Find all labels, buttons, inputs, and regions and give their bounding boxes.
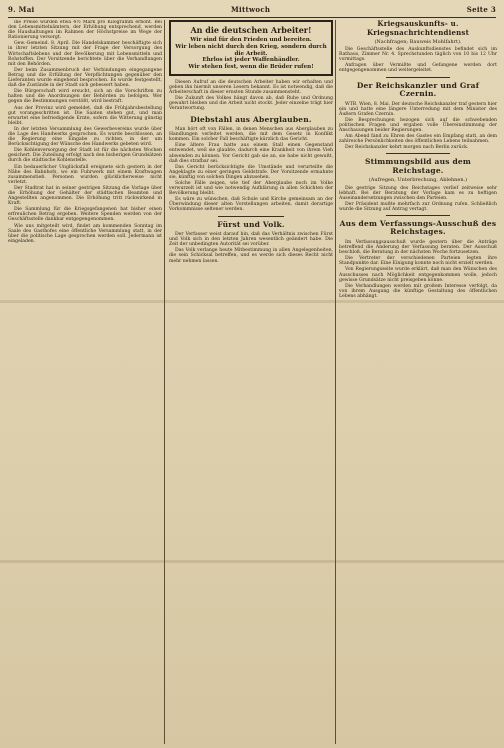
right-column (339, 20, 497, 744)
paragraph: Das Volk verlange heute Mitbestimmung in allen Angelegenheiten, die sein Schicksal betreffen, und es werde sich dieses Recht nicht mehr nehmen lassen. (169, 248, 333, 264)
paragraph: Ein bedauerlicher Unglücksfall ereignete sich gestern in der Nähe des Bahnhofs, wo ein Fuhrwerk mit einem Kraftwagen zusammenstieß. Personen wurden glücklicherweise nicht verletzt. (8, 164, 162, 185)
article-headline: Aus dem Verfassungs-Ausschuß des Reichstages. (339, 218, 497, 237)
section-rule (386, 153, 449, 154)
column-divider (164, 20, 165, 744)
column-divider (335, 20, 336, 744)
header-rule (8, 17, 496, 18)
paragraph: Der Stadtrat hat in seiner gestrigen Sitzung die Vorlage über die Erhöhung der Gehälter der städtischen Beamten und Angestellten angenommen. Die Erhöhung tritt rückwirkend in Kraft. (8, 185, 162, 207)
paragraph: Die Zukunft des Volkes hängt davon ab, daß Ruhe und Ordnung gewahrt bleiben und die Arbeit nicht stockt. Jeder einzelne trägt hier Verantwortung. (169, 96, 333, 112)
paragraph: Die Kohlenversorgung der Stadt ist für die nächsten Wochen gesichert. Die Zuteilung erfolgt nach den bisherigen Grundsätzen durch die städtische Kohlenstelle. (8, 148, 162, 164)
middle-column (169, 20, 333, 744)
paragraph: Am Abend fand zu Ehren des Gastes ein Empfang statt, an dem zahlreiche Persönlichkeiten des öffentlichen Lebens teilnahmen. (339, 134, 497, 145)
article-headline: Stimmungsbild aus dem Reichstage. (364, 157, 472, 175)
header-weekday: Mittwoch (230, 4, 271, 14)
proclamation-line: Wir sind für den Frieden und bereiten. (190, 37, 312, 43)
article-headline: Der Reichskanzler und Graf Czernin. (356, 80, 480, 99)
paragraph: Die gestrige Sitzung des Reichstages verlief zeitweise sehr lebhaft. Bei der Beratung der Vorlage kam es zu heftigen Auseinandersetzungen zwischen den Parteien. (339, 185, 497, 201)
paragraph: Solche Fälle zeigen, wie tief der Aberglaube noch im Volke verwurzelt ist und wie notwendig Aufklärung in allen Schichten der Bevölkerung bleibt. (169, 180, 333, 197)
article-subheadline: (Nachfragen; Bauweis Mohlfahrt). (374, 39, 462, 45)
left-column (8, 20, 162, 744)
paragraph: Die Besprechungen bezogen sich auf die schwebenden politischen Fragen und ergaben volle Übereinstimmung der Anschauungen beider Regierungen. (339, 117, 497, 134)
paragraph: Der beim Zusammenbruch der Verbindungen eingegangene Betrag und die Erfüllung der Verpflichtungen gegenüber den Lieferanten wurde eingehend besprochen. Es wurde festgestellt, daß die Zustände in der Stadt sich gebessert haben. (8, 67, 162, 89)
paragraph: WTB. Wien, 8. Mai. Der deutsche Reichskanzler traf gestern hier ein und hatte eine längere Unterredung mit dem Minister des Äußern Grafen Czernin. (339, 101, 497, 117)
paragraph: Anfragen über Vermißte und Gefangene werden dort entgegengenommen und weitergeleitet. (339, 63, 497, 74)
proclamation-title: An die deutschen Arbeiter! (190, 25, 312, 35)
paragraph: Die Sammlung für die Kriegsgefangenen hat bisher einen erfreulichen Betrag ergeben. Weitere Spenden werden von der Geschäftsstelle dankbar entgegengenommen. (8, 207, 162, 223)
paragraph: Die Verhandlungen werden mit großem Interesse verfolgt, da von ihrem Ausgang die künftige Gestaltung des öffentlichen Lebens abhängt. (339, 283, 497, 299)
paragraph: Im Verfassungsausschuß wurde gestern über die Anträge betreffend die Änderung der Verfassung beraten. Der Ausschuß beschloß, die Beratung in der nächsten Woche fortzusetzen. (339, 239, 497, 256)
paragraph: Der Reichskanzler kehrt morgen nach Berlin zurück. (345, 145, 469, 151)
section-rule (386, 77, 449, 78)
header-page-number: Seite 3 (466, 4, 496, 14)
paragraph: Diesen Aufruf an die deutschen Arbeiter haben wir erhalten und geben ihn hiermit unseren Lesern bekannt. Es ist notwendig, daß die Arbeiterschaft in dieser ernsten Stunde zusammensteht. (169, 79, 333, 96)
paragraph: Die Geschäftsstelle des Auskunftsdienstes befindet sich im Rathaus, Zimmer Nr. 4. Sprechstunden täglich von 10 bis 12 Uhr vormittags. (339, 47, 497, 63)
paragraph: Der Verfasser weist darauf hin, daß das Verhältnis zwischen Fürst und Volk sich in den letzten Jahren wesentlich geändert habe. Die Zeit der unbedingten Autorität sei vorüber. (169, 232, 333, 248)
paragraph: In der letzten Versammlung des Gewerbevereins wurde über die Lage des Handwerks gesprochen. Es wurde beschlossen, an die Regierung eine Eingabe zu richten, in der um Berücksichtigung der Wünsche des Handwerks gebeten wird. (8, 126, 162, 148)
paragraph: Der Präsident mußte mehrfach zur Ordnung rufen. Schließlich wurde die Sitzung auf Antrag vertagt. (339, 201, 497, 212)
paragraph: Das Gericht berücksichtigte die Umstände und verurteilte die Angeklagte zu einer geringen Geldstrafe. Der Vorsitzende ermahnte sie, künftig von solchen Dingen abzusehen. (169, 164, 333, 180)
paragraph: Aus der Provinz wird gemeldet, daß die Frühjahrsbestellung gut vorangeschritten ist. Die Saaten stehen gut, und man erwartet eine befriedigende Ernte, sofern die Witterung günstig bleibt. (8, 105, 162, 126)
paragraph: Es wäre zu wünschen, daß Schule und Kirche gemeinsam an der Überwindung dieser alten Vorstellungen arbeiten, damit derartige Vorkommnisse seltener werden. (169, 197, 333, 213)
paragraph: Die Vertreter der verschiedenen Parteien legten ihre Standpunkte dar. Eine Einigung konnte noch nicht erzielt werden. (339, 256, 497, 267)
proclamation-line: Wir leben nicht durch den Krieg, sondern durch die Arbeit. (175, 43, 327, 57)
article-headline: Fürst und Volk. (217, 219, 285, 229)
section-rule (218, 216, 284, 217)
article-subheadline: (Aufregen, Unterbrechung, Ablehnen.) (368, 177, 468, 184)
article-headline: Kriegsauskunfts- u. Kriegsnachrichtendienst (366, 20, 470, 37)
paragraph: Von Regierungsseite wurde erklärt, daß man den Wünschen des Ausschusses nach Möglichkeit entgegenkommen wolle, jedoch gewisse Grundsätze nicht preisgeben könne. (339, 267, 497, 283)
page-header (8, 2, 496, 16)
section-rule (386, 215, 449, 216)
header-date: 9. Mai (8, 4, 35, 14)
paragraph: die Preise wurden etwa 4½ Mark pro Kilogramm erhöht. Bei den Lebensmittelnämtern, der Erhöhung entsprechend, werden die Haushaltungen im Rahmen der Höchstpreise im Wege der Rationierung versorgt. (8, 20, 162, 41)
paragraph: Man hört oft von Fällen, in denen Menschen aus Aberglauben zu Handlungen verleitet werden, die mit dem Gesetz in Konflikt kommen. Ein solcher Fall beschäftigte kürzlich das Gericht. (169, 127, 333, 143)
paragraph: Wie uns mitgeteilt wird, findet am kommenden Sonntag im Saale des Gasthofes eine öffentliche Versammlung statt, in der über die politische Lage gesprochen werden soll. Jedermann ist eingeladen. (8, 223, 162, 244)
paragraph: Die Bürgerschaft wird ersucht, sich an die Vorschriften zu halten und die Anordnungen der Behörden zu befolgen. Wer gegen die Bestimmungen verstößt, wird bestraft. (8, 89, 162, 105)
paragraph: Eine ältere Frau hatte aus einem Stall einen Gegenstand entwendet, weil sie glaubte, dadurch eine Krankheit von ihrem Vieh abwenden zu können. Vor Gericht gab sie an, sie habe nicht gewußt, daß dies strafbar sei. (169, 143, 333, 164)
article-headline: Diebstahl aus Aberglauben. (190, 114, 312, 124)
paragraph: Gew.-Gemeind. 8. April. Die Handelskammer beschäftigte sich in ihrer letzten Sitzung mit der Frage der Versorgung des Wirtschaftslebens und der Bevölkerung mit Lebensmitteln und Rohstoffen. Der Vorsitzende berichtete über die Verhandlungen mit den Behörden. (8, 41, 162, 67)
proclamation-line: Wir stehen fest, wenn die Brüder rufen! (188, 64, 314, 71)
proclamation-box (169, 20, 333, 76)
proclamation-line: Ehrlos ist jeder Waffenhändler. (202, 57, 300, 64)
